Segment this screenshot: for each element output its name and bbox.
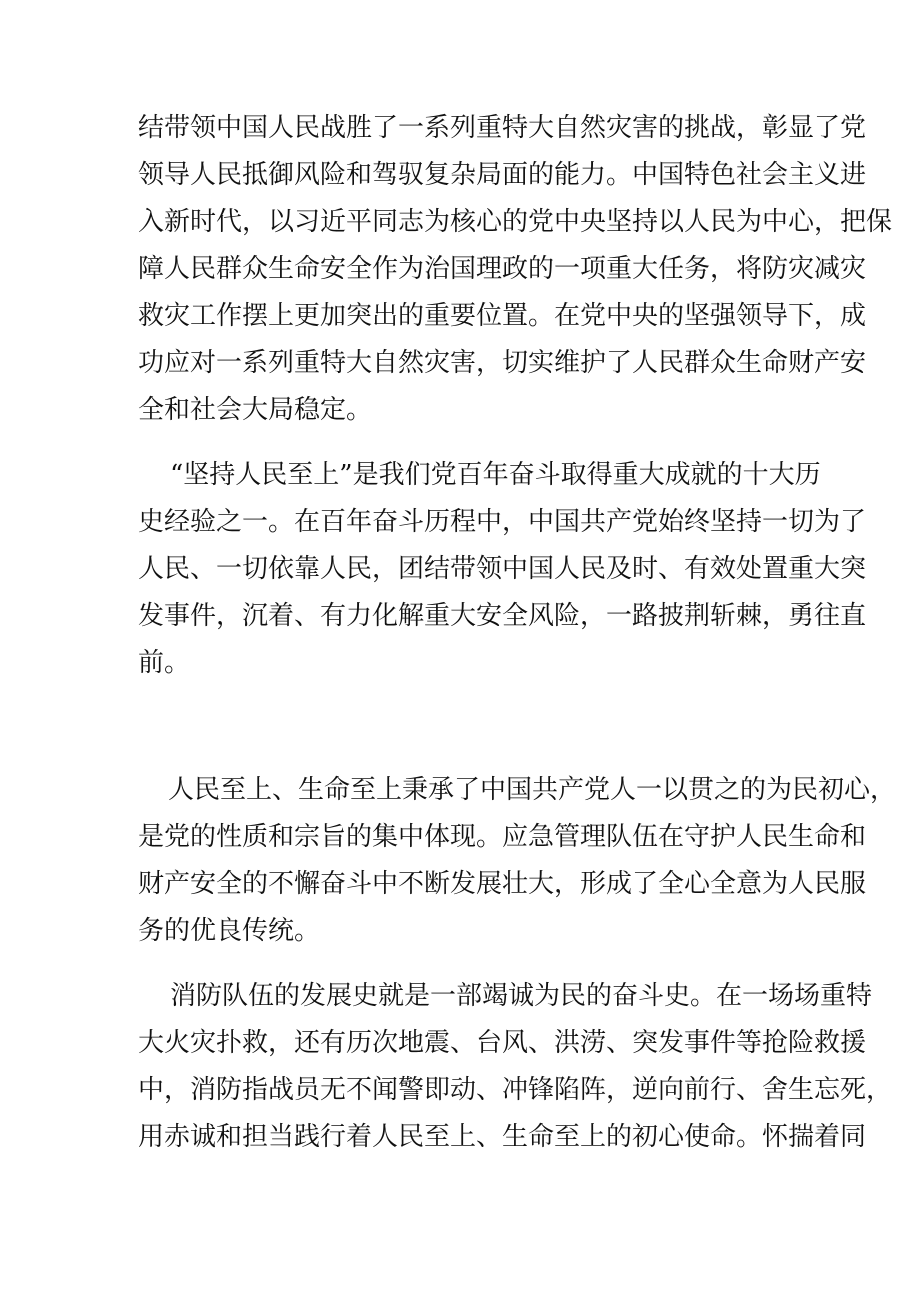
paragraph-line: 人民至上、生命至上秉承了中国共产党人一以贯之的为民初心， xyxy=(168,775,897,805)
paragraph-line: “坚持人民至上”是我们党百年奋斗取得重大成就的十大历 xyxy=(170,460,821,490)
paragraph-line: 中，消防指战员无不闻警即动、冲锋陷阵，逆向前行、舍生忘死， xyxy=(138,1075,893,1105)
paragraph-line: 结带领中国人民战胜了一系列重特大自然灾害的挑战，彰显了党 xyxy=(138,113,867,143)
paragraph-line: 全和社会大局稳定。 xyxy=(138,395,373,425)
paragraph-line: 领导人民抵御风险和驾驭复杂局面的能力。中国特色社会主义进 xyxy=(138,160,867,190)
paragraph-line: 用赤诚和担当践行着人民至上、生命至上的初心使命。怀揣着同 xyxy=(138,1122,867,1152)
paragraph-line: 务的优良传统。 xyxy=(138,916,321,946)
paragraph-line: 发事件，沉着、有力化解重大安全风险，一路披荆斩棘，勇往直 xyxy=(138,601,867,631)
paragraph-line: 史经验之一。在百年奋斗历程中，中国共产党始终坚持一切为了 xyxy=(138,507,867,537)
paragraph-line: 障人民群众生命安全作为治国理政的一项重大任务，将防灾减灾 xyxy=(138,254,867,284)
paragraph-line: 人民、一切依靠人民，团结带领中国人民及时、有效处置重大突 xyxy=(138,554,867,584)
paragraph-line: 入新时代，以习近平同志为核心的党中央坚持以人民为中心，把保 xyxy=(138,207,893,237)
paragraph-line: 财产安全的不懈奋斗中不断发展壮大，形成了全心全意为人民服 xyxy=(138,869,867,899)
paragraph-line: 前。 xyxy=(138,648,191,678)
paragraph-line: 消防队伍的发展史就是一部竭诚为民的奋斗史。在一场场重特 xyxy=(170,981,873,1011)
paragraph-line: 功应对一系列重特大自然灾害，切实维护了人民群众生命财产安 xyxy=(138,348,867,378)
paragraph-line: 救灾工作摆上更加突出的重要位置。在党中央的坚强领导下，成 xyxy=(138,301,867,331)
paragraph-line: 是党的性质和宗旨的集中体现。应急管理队伍在守护人民生命和 xyxy=(138,822,867,852)
paragraph-line: 大火灾扑救，还有历次地震、台风、洪涝、突发事件等抢险救援 xyxy=(138,1028,867,1058)
